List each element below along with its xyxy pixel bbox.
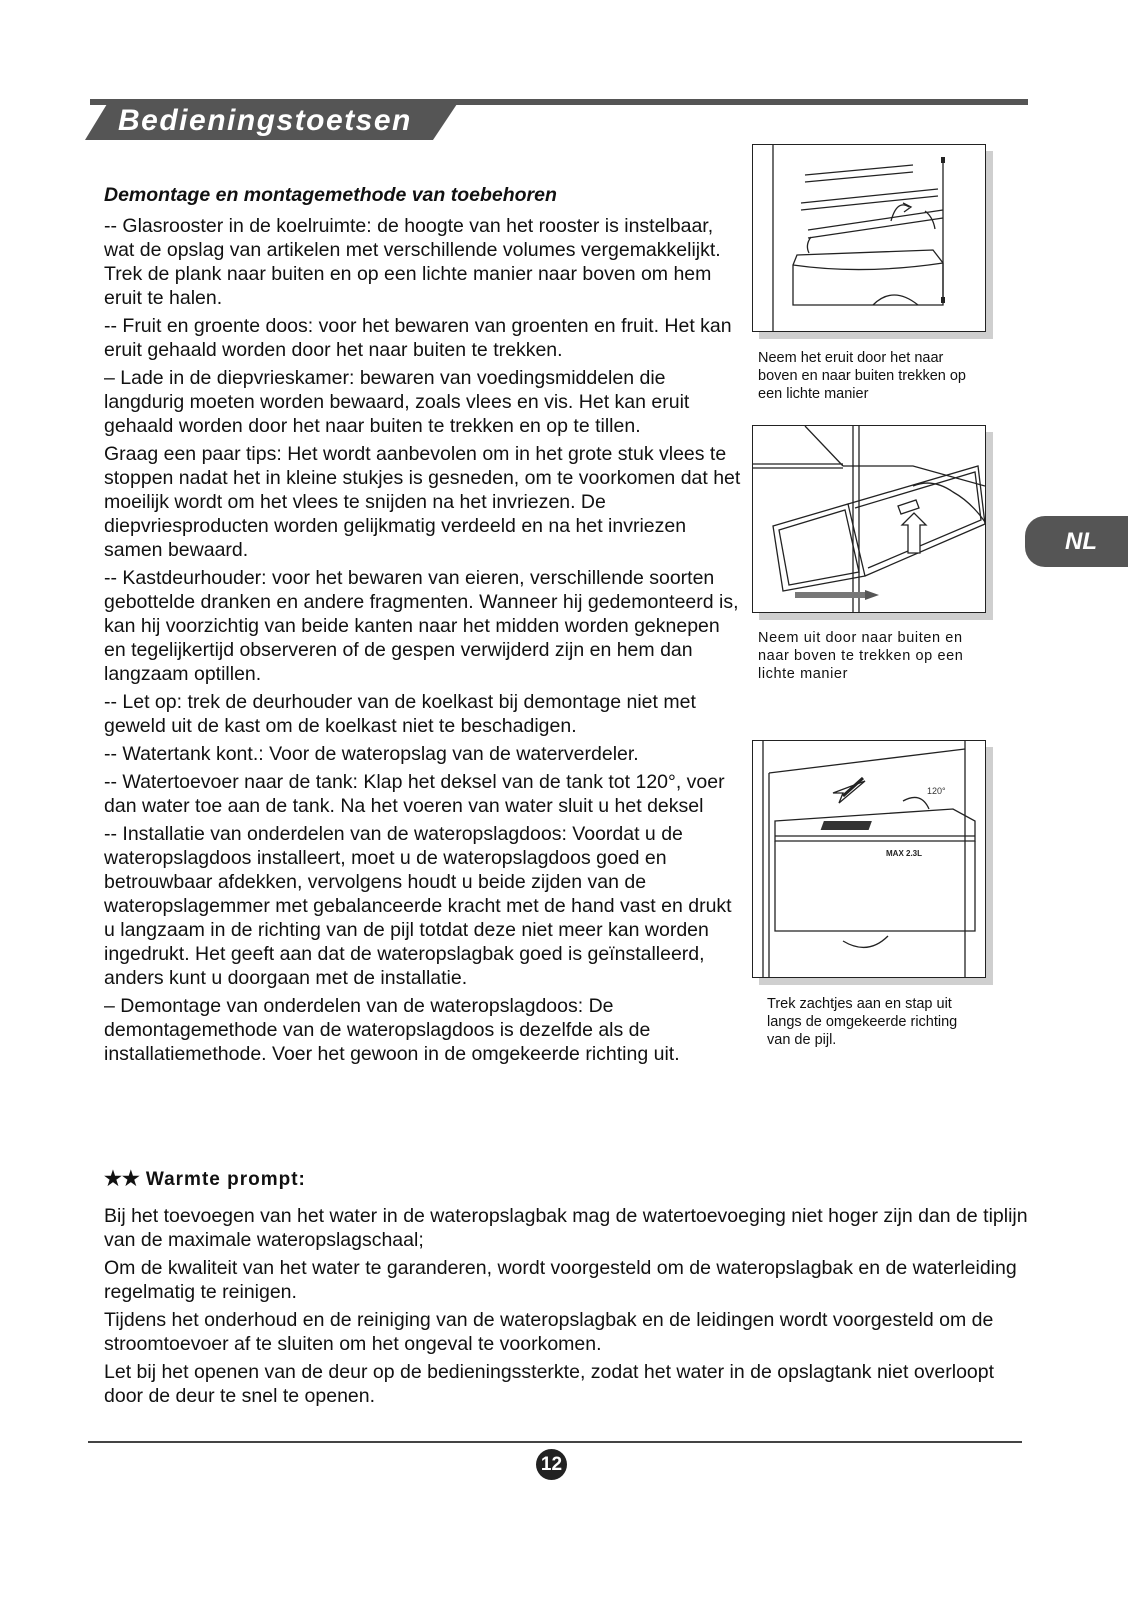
figure-water-tank <box>752 740 986 978</box>
angle-label: 120° <box>927 786 946 796</box>
star-icons: ★★ <box>104 1168 140 1190</box>
paragraph: -- Watertank kont.: Voor de wateropslag van de waterverdeler. <box>104 743 639 765</box>
warm-paragraph: Om de kwaliteit van het water te garanderen, wordt voorgesteld om de wateropslagbak en de waterleiding regelmatig te reinigen. <box>104 1257 1017 1303</box>
drawer-illustration <box>753 426 985 612</box>
paragraph: – Lade in de diepvrieskamer: bewaren van voedingsmiddelen die langdurig moeten worden bewaard, zoals vlees en vis. Het kan eruit gehaald worden door het naar buiten te trekken en op te tillen. <box>104 367 690 437</box>
paragraph: -- Kastdeurhouder: voor het bewaren van eieren, verschillende soorten gebottelde dranken en andere fragmenten. Wanneer hij gedemonteerd is, kan hij voorzichtig van beide kanten naar het midden worden geknepen en tegelijkertijd observeren of de gespen verwijderd zijn en hem dan langzaam optillen. <box>104 567 739 685</box>
figure-caption: Trek zachtjes aan en stap uit langs de omgekeerde richting van de pijl. <box>767 996 958 1048</box>
language-tab: NL <box>1025 516 1128 567</box>
water-tank-illustration <box>753 741 985 977</box>
figure-caption: Neem uit door naar buiten en naar boven te trekken op een lichte manier <box>758 630 964 682</box>
paragraph: Graag een paar tips: Het wordt aanbevolen om in het grote stuk vlees te stoppen nadat het in kleine stukjes is gesneden, om te voorkomen dat het moeilijk wordt om het vlees te snijden na het invriezen. De diepvriesproducten worden gelijkmatig verdeeld en na het invriezen samen bewaard. <box>104 443 741 561</box>
paragraph: -- Fruit en groente doos: voor het bewaren van groenten en fruit. Het kan eruit gehaald worden door het naar buiten te trekken. <box>104 315 732 361</box>
warm-prompt-section <box>104 1167 1034 1412</box>
paragraph: -- Let op: trek de deurhouder van de koelkast bij demontage niet met geweld uit de kast om de koelkast niet te beschadigen. <box>104 691 696 737</box>
tank-max-label: MAX 2.3L <box>886 849 923 858</box>
main-text <box>104 182 744 1070</box>
footer-rule <box>88 1441 1022 1443</box>
page-number: 12 <box>536 1449 567 1480</box>
paragraph: -- Installatie van onderdelen van de wateropslagdoos: Voordat u de wateropslagdoos installeert, moet u de wateropslagdoos goed en betrouwbaar afdekken, vervolgens houdt u beide zijden van de wateropslagemmer met gebalanceerde kracht met de hand vast en drukt u langzaam in de richting van de pijl totdat deze niet meer kan worden ingedrukt. Het geeft aan dat de wateropslagbak goed is geïnstalleerd, anders kunt u doorgaan met de installatie. <box>104 823 732 989</box>
warm-paragraph: Bij het toevoegen van het water in de wateropslagbak mag de watertoevoeging niet hoger zijn dan de tiplijn van de maximale wateropslagschaal; <box>104 1205 1028 1251</box>
paragraph: -- Watertoevoer naar de tank: Klap het deksel van de tank tot 120°, voer dan water toe aan de tank. Na het voeren van water sluit u het deksel <box>104 771 725 817</box>
warm-paragraph: Let bij het openen van de deur op de bedieningssterkte, zodat het water in de opslagtank niet overloopt door de deur te snel te openen. <box>104 1361 995 1407</box>
paragraph: -- Glasrooster in de koelruimte: de hoogte van het rooster is instelbaar, wat de opslag van artikelen met verschillende volumes vergemakkelijkt. Trek de plank naar buiten en op een lichte manier naar boven om hem eruit te halen. <box>104 215 721 309</box>
warm-paragraph: Tijdens het onderhoud en de reiniging van de wateropslagbak en de leidingen wordt voorgesteld om de stroomtoevoer af te sluiten om het ongeval te voorkomen. <box>104 1309 994 1355</box>
warm-prompt-title <box>104 1167 1034 1192</box>
figure-caption: Neem het eruit door het naar boven en naar buiten trekken op een lichte manier <box>758 350 966 402</box>
paragraph: – Demontage van onderdelen van de wateropslagdoos: De demontagemethode van de wateropslagdoos is dezelfde als de installatiemethode. Voer het gewoon in de omgekeerde richting uit. <box>104 995 680 1065</box>
page-title: Bedieningstoetsen <box>118 104 412 137</box>
figure-drawer <box>752 425 986 613</box>
warm-prompt-label: Warmte prompt: <box>145 1169 306 1190</box>
figure-glass-shelf <box>752 144 986 332</box>
shelf-illustration <box>753 145 985 331</box>
section-heading: Demontage en montagemethode van toebehoren <box>104 184 557 206</box>
